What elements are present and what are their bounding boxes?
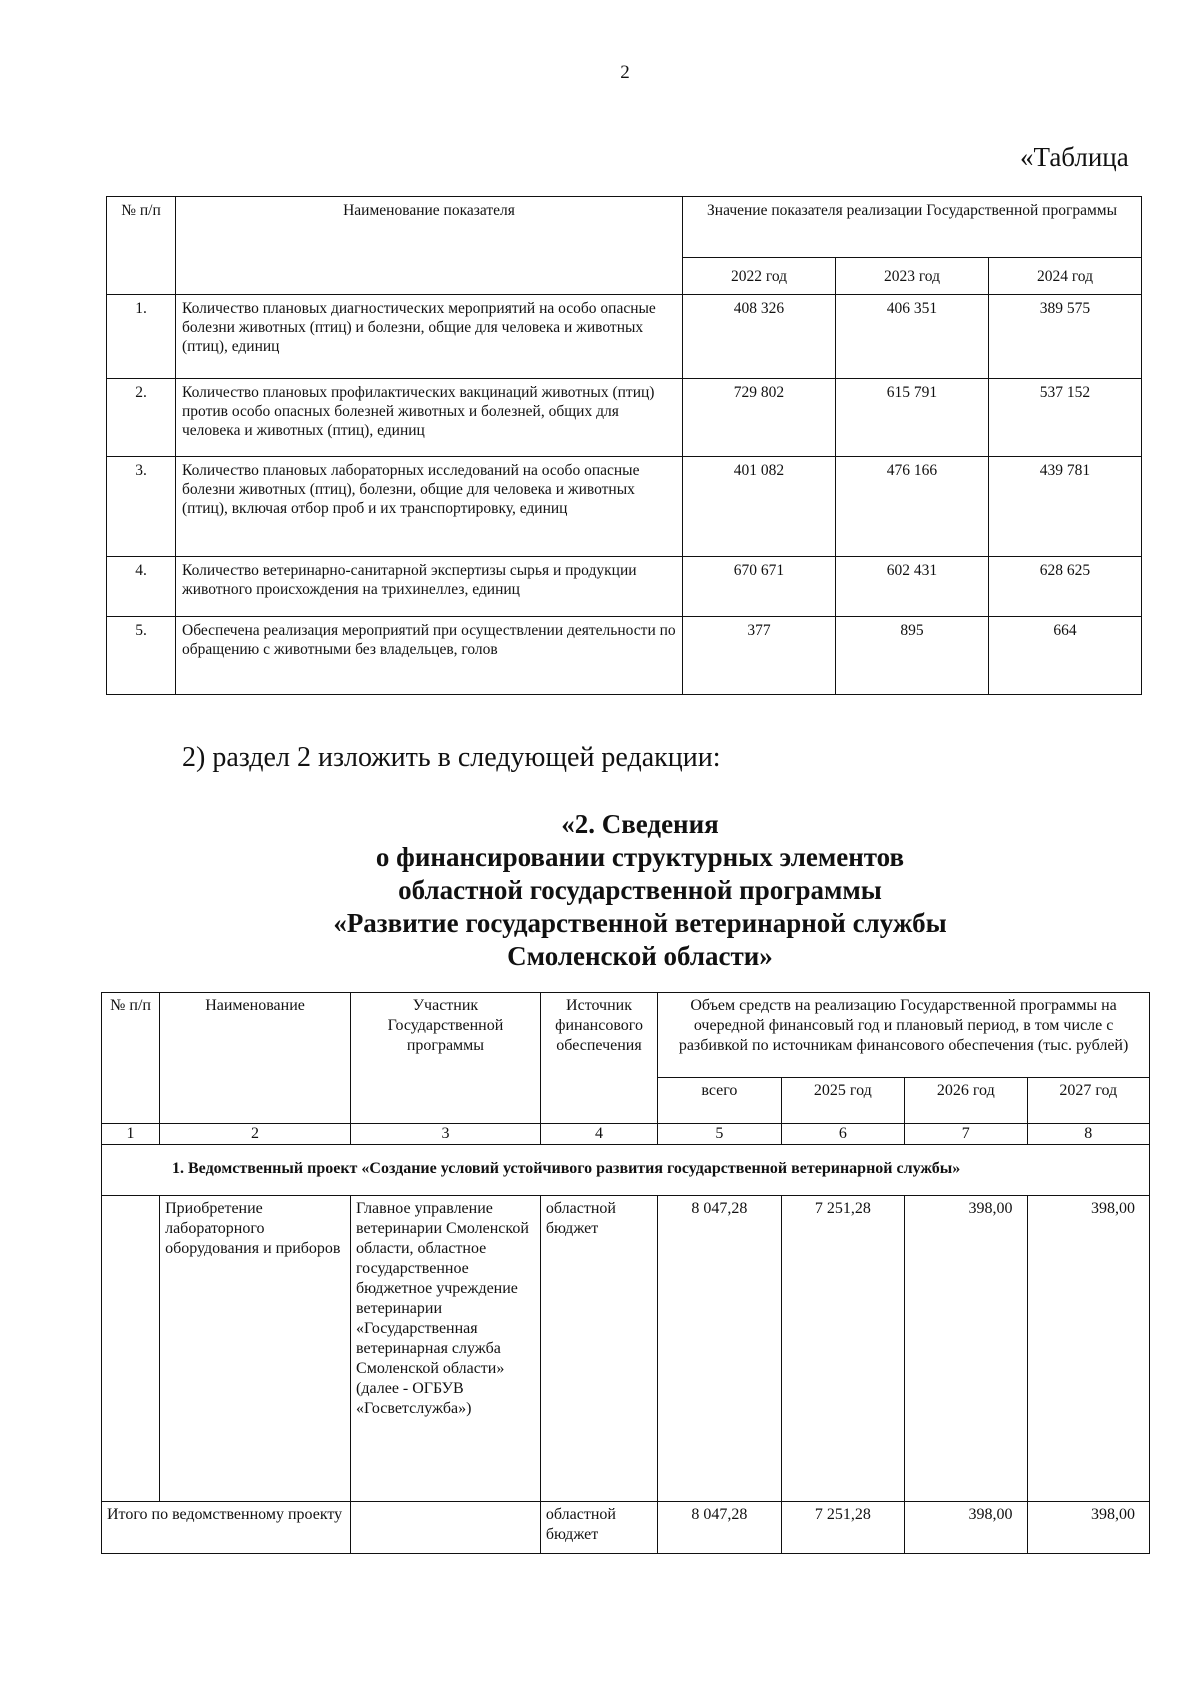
row-indicator-name: Количество плановых профилактических вакцинаций животных (птиц) против особо опасных болезней животных и болезней, общих для человека и животных (птиц), единиц	[176, 379, 683, 457]
section-title-line: областной государственной программы	[398, 875, 882, 905]
item-num	[102, 1196, 160, 1502]
row-value-2023: 406 351	[835, 295, 988, 379]
header-year-2027: 2027 год	[1027, 1078, 1149, 1124]
row-value-2023: 895	[835, 617, 988, 695]
row-value-2022: 401 082	[683, 457, 836, 557]
section-title	[250, 808, 1030, 973]
column-index: 7	[905, 1124, 1027, 1145]
header-num: № п/п	[107, 197, 176, 295]
table-header-row	[102, 993, 1150, 1078]
item-participant: Главное управление ветеринарии Смоленской области, областное государственное бюджетное учреждение ветеринарии «Государственная ветеринарная служба Смоленской области» (далее - ОГБУВ «Госветслужба»)	[351, 1196, 541, 1502]
row-indicator-name: Обеспечена реализация мероприятий при осуществлении деятельности по обращению с животными без владельцев, голов	[176, 617, 683, 695]
section-title-line: Смоленской области»	[507, 941, 773, 971]
section-title-line: о финансировании структурных элементов	[375, 842, 905, 872]
row-value-2023: 476 166	[835, 457, 988, 557]
table-row	[107, 295, 1142, 379]
indicators-table	[106, 196, 1142, 695]
item-total: 8 047,28	[658, 1196, 781, 1502]
total-label: Итого по ведомственному проекту	[102, 1502, 351, 1554]
row-value-2022: 670 671	[683, 557, 836, 617]
row-value-2023: 615 791	[835, 379, 988, 457]
financing-table	[101, 992, 1150, 1554]
row-indicator-name: Количество плановых диагностических мероприятий на особо опасные болезни животных (птиц) и болезни, общие для человека и животных (птиц), единиц	[176, 295, 683, 379]
item-name: Приобретение лабораторного оборудования и приборов	[160, 1196, 351, 1502]
total-value-2027: 398,00	[1027, 1502, 1149, 1554]
total-row	[102, 1502, 1150, 1554]
header-year-2025: 2025 год	[781, 1078, 904, 1124]
table-row	[107, 617, 1142, 695]
row-value-2022: 377	[683, 617, 836, 695]
page-number: 2	[620, 62, 630, 83]
row-indicator-name: Количество ветеринарно-санитарной экспертизы сырья и продукции животного происхождения на трихинеллез, единиц	[176, 557, 683, 617]
column-index: 2	[160, 1124, 351, 1145]
table-label: «Таблица	[1020, 142, 1129, 172]
instruction-text: 2) раздел 2 изложить в следующей редакции:	[182, 742, 721, 773]
table-header-row	[107, 197, 1142, 258]
column-index: 3	[351, 1124, 541, 1145]
item-source: областной бюджет	[540, 1196, 657, 1502]
header-num: № п/п	[102, 993, 160, 1124]
column-index: 6	[781, 1124, 904, 1145]
row-num: 3.	[107, 457, 176, 557]
header-year-2022: 2022 год	[683, 258, 836, 295]
project-title-row	[102, 1145, 1150, 1196]
header-value-group: Значение показателя реализации Государственной программы	[683, 197, 1142, 258]
row-value-2024: 389 575	[988, 295, 1141, 379]
total-source: областной бюджет	[540, 1502, 657, 1554]
header-volume-group: Объем средств на реализацию Государственной программы на очередной финансовый год и плановый период, в том числе с разбивкой по источникам финансового обеспечения (тыс. рублей)	[658, 993, 1150, 1078]
row-value-2022: 408 326	[683, 295, 836, 379]
item-value-2027: 398,00	[1027, 1196, 1149, 1502]
table-row	[107, 557, 1142, 617]
table-row	[107, 457, 1142, 557]
column-index: 5	[658, 1124, 781, 1145]
header-year-2026: 2026 год	[905, 1078, 1027, 1124]
header-total: всего	[658, 1078, 781, 1124]
table-row	[107, 379, 1142, 457]
total-sum: 8 047,28	[658, 1502, 781, 1554]
row-value-2024: 439 781	[988, 457, 1141, 557]
table-row	[102, 1196, 1150, 1502]
header-source: Источник финансового обеспечения	[540, 993, 657, 1124]
column-index-row	[102, 1124, 1150, 1145]
row-num: 5.	[107, 617, 176, 695]
item-value-2025: 7 251,28	[781, 1196, 904, 1502]
row-num: 1.	[107, 295, 176, 379]
row-value-2023: 602 431	[835, 557, 988, 617]
total-value-2026: 398,00	[905, 1502, 1027, 1554]
project-title: 1. Ведомственный проект «Создание условий устойчивого развития государственной ветеринарной службы»	[102, 1145, 1150, 1196]
header-year-2023: 2023 год	[835, 258, 988, 295]
row-value-2024: 537 152	[988, 379, 1141, 457]
column-index: 4	[540, 1124, 657, 1145]
row-num: 2.	[107, 379, 176, 457]
row-value-2024: 628 625	[988, 557, 1141, 617]
row-value-2022: 729 802	[683, 379, 836, 457]
row-value-2024: 664	[988, 617, 1141, 695]
section-title-line: «2. Сведения	[561, 809, 719, 839]
header-name: Наименование	[160, 993, 351, 1124]
section-title-line: «Развитие государственной ветеринарной службы	[333, 908, 947, 938]
column-index: 8	[1027, 1124, 1149, 1145]
header-participant: Участник Государственной программы	[351, 993, 541, 1124]
header-indicator-name: Наименование показателя	[176, 197, 683, 295]
row-indicator-name: Количество плановых лабораторных исследований на особо опасные болезни животных (птиц), болезни, общие для человека и животных (птиц), включая отбор проб и их транспортировку, единиц	[176, 457, 683, 557]
column-index: 1	[102, 1124, 160, 1145]
item-value-2026: 398,00	[905, 1196, 1027, 1502]
header-year-2024: 2024 год	[988, 258, 1141, 295]
total-value-2025: 7 251,28	[781, 1502, 904, 1554]
row-num: 4.	[107, 557, 176, 617]
total-participant	[351, 1502, 541, 1554]
